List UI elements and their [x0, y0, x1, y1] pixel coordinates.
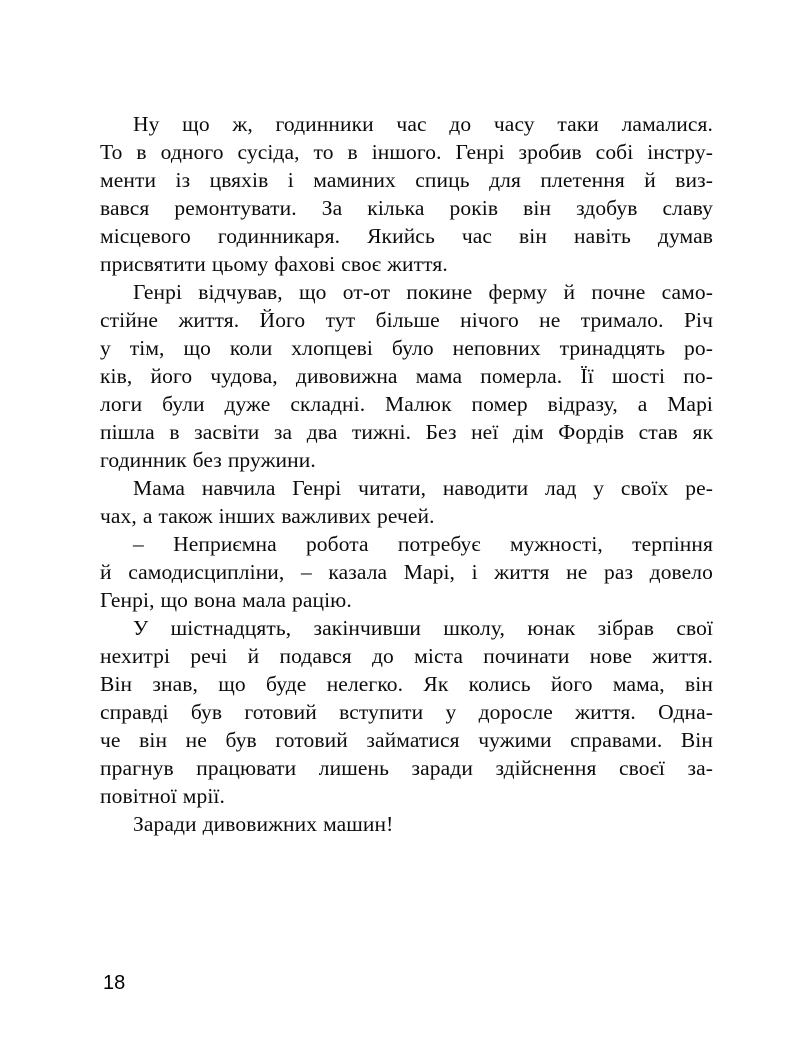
paragraph: [100, 614, 713, 810]
text-block: [100, 110, 713, 838]
text-line: присвятити цьому фахові своє життя.: [100, 252, 448, 276]
text-line: й самодисципліни, – казала Марі, і життя не раз довело: [100, 560, 713, 584]
text-line: ків, його чудова, дивовижна мама померла. Її шості по-: [100, 364, 713, 388]
text-line: стійне життя. Його тут більше нічого не тримало. Річ: [100, 308, 713, 332]
text-line: че він не був готовий займатися чужими справами. Він: [100, 728, 713, 752]
text-line: То в одного сусіда, то в іншого. Генрі зробив собі інстру-: [100, 140, 713, 164]
text-line: місцевого годинникаря. Якийсь час він навіть думав: [100, 224, 713, 248]
text-line: повітної мрії.: [100, 784, 225, 808]
text-line: у тім, що коли хлопцеві було неповних тринадцять ро-: [100, 336, 713, 360]
text-line: У шістнадцять, закінчивши школу, юнак зібрав свої: [133, 616, 713, 640]
text-line: годинник без пружини.: [100, 448, 316, 472]
text-line: чах, а також інших важливих речей.: [100, 504, 435, 528]
text-line: логи були дуже складні. Малюк помер відразу, а Марі: [100, 392, 713, 416]
paragraph: [100, 810, 713, 838]
text-line: – Неприємна робота потребує мужності, терпіння: [133, 532, 713, 556]
paragraph: [100, 110, 713, 278]
page-number: 18: [103, 972, 126, 994]
text-line: менти із цвяхів і маминих спиць для плетення й виз-: [100, 168, 713, 192]
text-line: вався ремонтувати. За кілька років він здобув славу: [100, 196, 713, 220]
paragraph: [100, 474, 713, 530]
text-line: Ну що ж, годинники час до часу таки ламалися.: [133, 112, 713, 136]
paragraph: [100, 278, 713, 474]
text-line: Він знав, що буде нелегко. Як колись його мама, він: [100, 672, 713, 696]
text-line: прагнув працювати лишень заради здійснення своєї за-: [100, 756, 713, 780]
text-line: Генрі відчував, що от-от покине ферму й почне само-: [133, 280, 713, 304]
text-line: Генрі, що вона мала рацію.: [100, 588, 352, 612]
text-line: пішла в засвіти за два тижні. Без неї дім Фордів став як: [100, 420, 713, 444]
text-line: Мама навчила Генрі читати, наводити лад у своїх ре-: [133, 476, 713, 500]
text-line: нехитрі речі й подався до міста починати нове життя.: [100, 644, 713, 668]
text-line: справді був готовий вступити у доросле життя. Одна-: [100, 700, 713, 724]
paragraph: [100, 530, 713, 614]
text-line: Заради дивовижних машин!: [133, 812, 394, 836]
